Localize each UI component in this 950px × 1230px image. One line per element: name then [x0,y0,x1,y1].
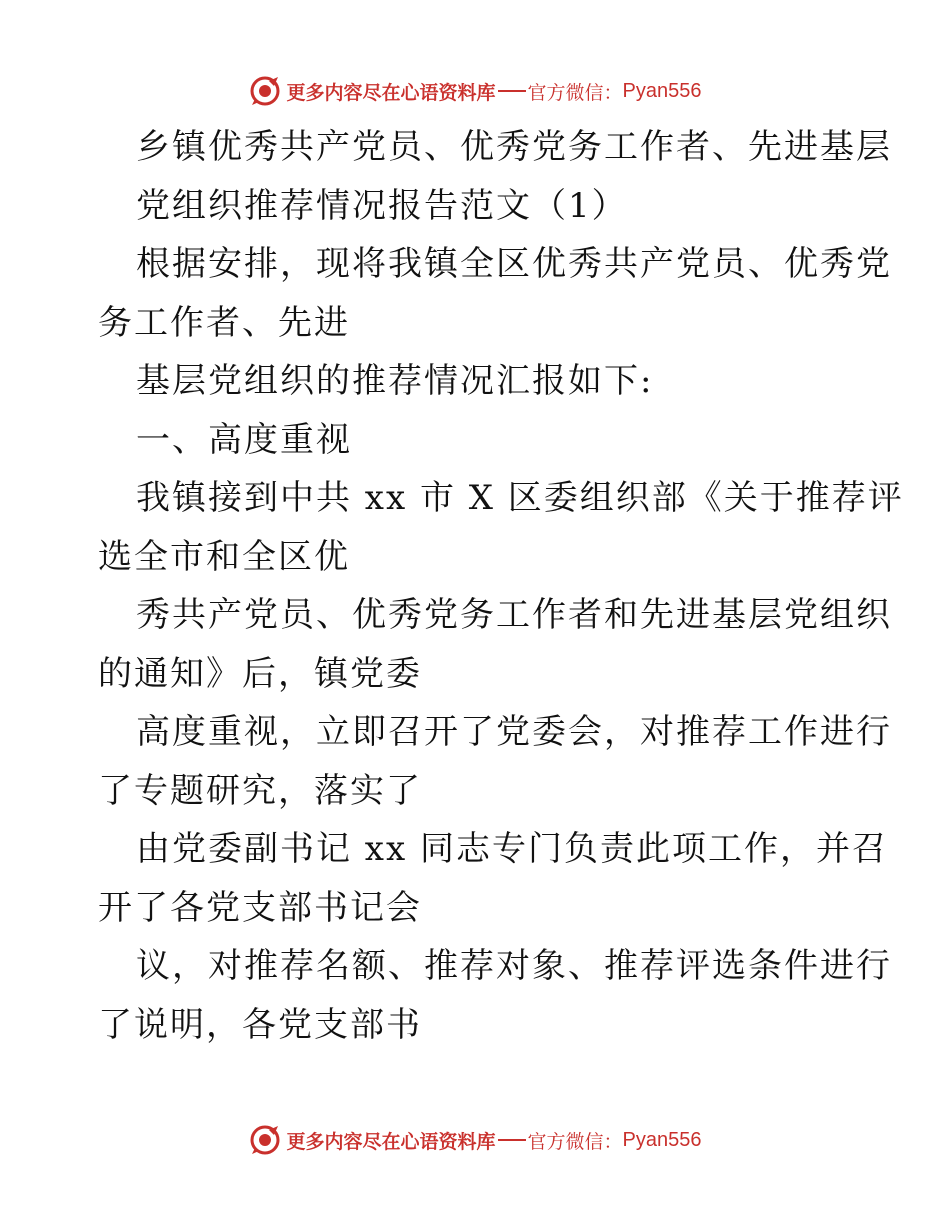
document-line: 乡镇优秀共产党员、优秀党务工作者、先进基层 [136,127,892,167]
document-line: 一、高度重视 [136,419,352,460]
document-line: 秀共产党员、优秀党务工作者和先进基层党组织 [136,595,892,635]
document-line: 的通知》后，镇党委 [98,653,422,694]
document-line: 了专题研究，落实了 [98,770,422,811]
document-line: 我镇接到中共 xx 市 X 区委组织部《关于推荐评 [136,478,904,518]
document-body [98,118,904,1054]
banner-wechat-id: Pyan556 [622,1128,702,1151]
brand-logo-icon [249,1124,281,1156]
banner-dash [498,90,526,92]
document-line: 开了各党支部书记会 [98,887,422,928]
banner-wechat-id: Pyan556 [622,79,702,102]
document-line: 议，对推荐名额、推荐对象、推荐评选条件进行 [136,946,892,986]
banner-dash [498,1139,526,1141]
document-line: 务工作者、先进 [98,302,350,343]
banner-brand-text: 更多内容尽在心语资料库 [286,1130,496,1153]
document-line: 高度重视，立即召开了党委会，对推荐工作进行 [136,712,892,752]
document-line: 由党委副书记 xx 同志专门负责此项工作，并召 [136,829,888,869]
banner-brand-text: 更多内容尽在心语资料库 [286,81,496,104]
footer-banner [0,1120,950,1160]
banner-wechat-label: 官方微信： [527,81,623,104]
brand-logo-icon [249,75,281,107]
banner-wechat-label: 官方微信： [527,1130,623,1153]
document-line: 党组织推荐情况报告范文（1） [136,185,628,226]
header-banner [0,71,950,111]
document-line: 选全市和全区优 [98,536,350,577]
document-line: 根据安排，现将我镇全区优秀共产党员、优秀党 [136,244,892,284]
document-line: 基层党组织的推荐情况汇报如下: [136,361,654,401]
document-line: 了说明，各党支部书 [98,1004,422,1045]
